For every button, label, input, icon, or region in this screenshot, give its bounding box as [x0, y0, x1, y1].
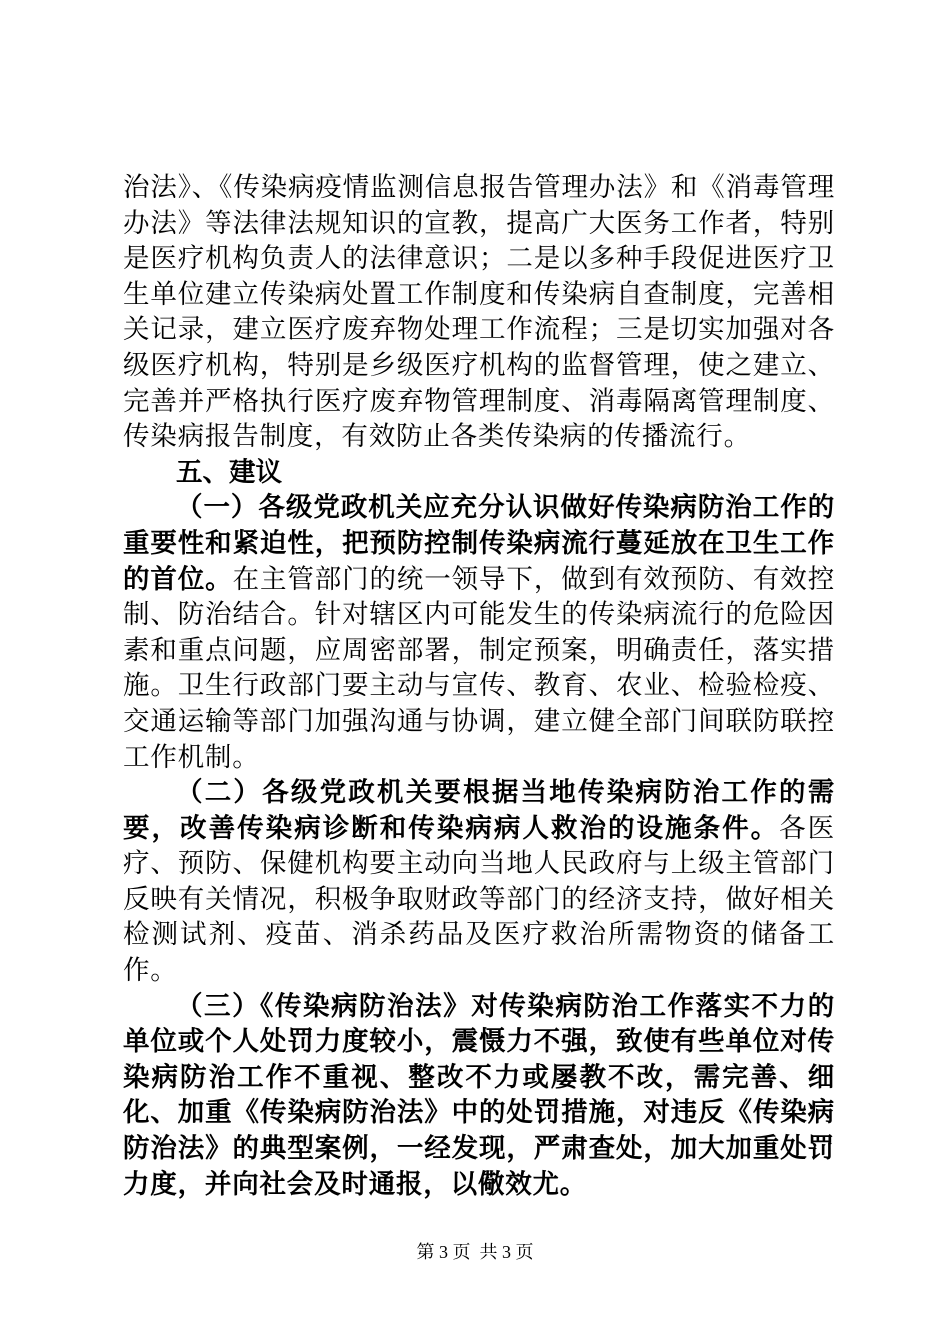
suggestion-lead-2: （二）各级党政机关要根据当地传染病防治工作的需要，改善传染病诊断和传染病病人救治的设施条件。	[123, 777, 835, 844]
suggestion-paragraph-3	[123, 989, 835, 1203]
suggestion-lead-1: （一）各级党政机关应充分认识做好传染病防治工作的重要性和紧迫性，把预防控制传染病流行蔓延放在卫生工作的首位。	[123, 492, 835, 595]
suggestion-text-3: （三）《传染病防治法》对传染病防治工作落实不力的单位或个人处罚力度较小，震慑力不强，致使有些单位对传染病防治工作不重视、整改不力或屡教不改，需完善、细化、加重《传染病防治法》中的处罚措施，对违反《传染病防治法》的典型案例，一经发现，严肃查处，加大加重处罚力度，并向社会及时通报，以儆效尤。	[123, 990, 835, 1200]
section-heading: 五、建议	[176, 456, 282, 488]
page-number-label: 第 3 页 共 3 页	[416, 1242, 534, 1262]
suggestion-paragraph-2	[123, 775, 835, 989]
suggestion-paragraph-1	[123, 490, 835, 775]
page-footer	[0, 1240, 950, 1264]
document-body	[123, 170, 835, 1202]
suggestion-text-1: 在主管部门的统一领导下，做到有效预防、有效控制、防治结合。针对辖区内可能发生的传染病流行的危险因素和重点问题，应周密部署，制定预案，明确责任，落实措施。卫生行政部门要主动与宣传、教育、农业、检验检疫、交通运输等部门加强沟通与协调，建立健全部门间联防联控工作机制。	[123, 563, 835, 773]
intro-paragraph: 治法》、《传染病疫情监测信息报告管理办法》和《消毒管理办法》等法律法规知识的宣教，提高广大医务工作者，特别是医疗机构负责人的法律意识；二是以多种手段促进医疗卫生单位建立传染病处置工作制度和传染病自查制度，完善相关记录，建立医疗废弃物处理工作流程；三是切实加强对各级医疗机构，特别是乡级医疗机构的监督管理，使之建立、完善并严格执行医疗废弃物管理制度、消毒隔离管理制度、传染病报告制度，有效防止各类传染病的传播流行。	[123, 172, 835, 453]
suggestion-text-2: 各医疗、预防、保健机构要主动向当地人民政府与上级主管部门反映有关情况，积极争取财政等部门的经济支持，做好相关检测试剂、疫苗、消杀药品及医疗救治所需物资的储备工作。	[123, 812, 835, 987]
